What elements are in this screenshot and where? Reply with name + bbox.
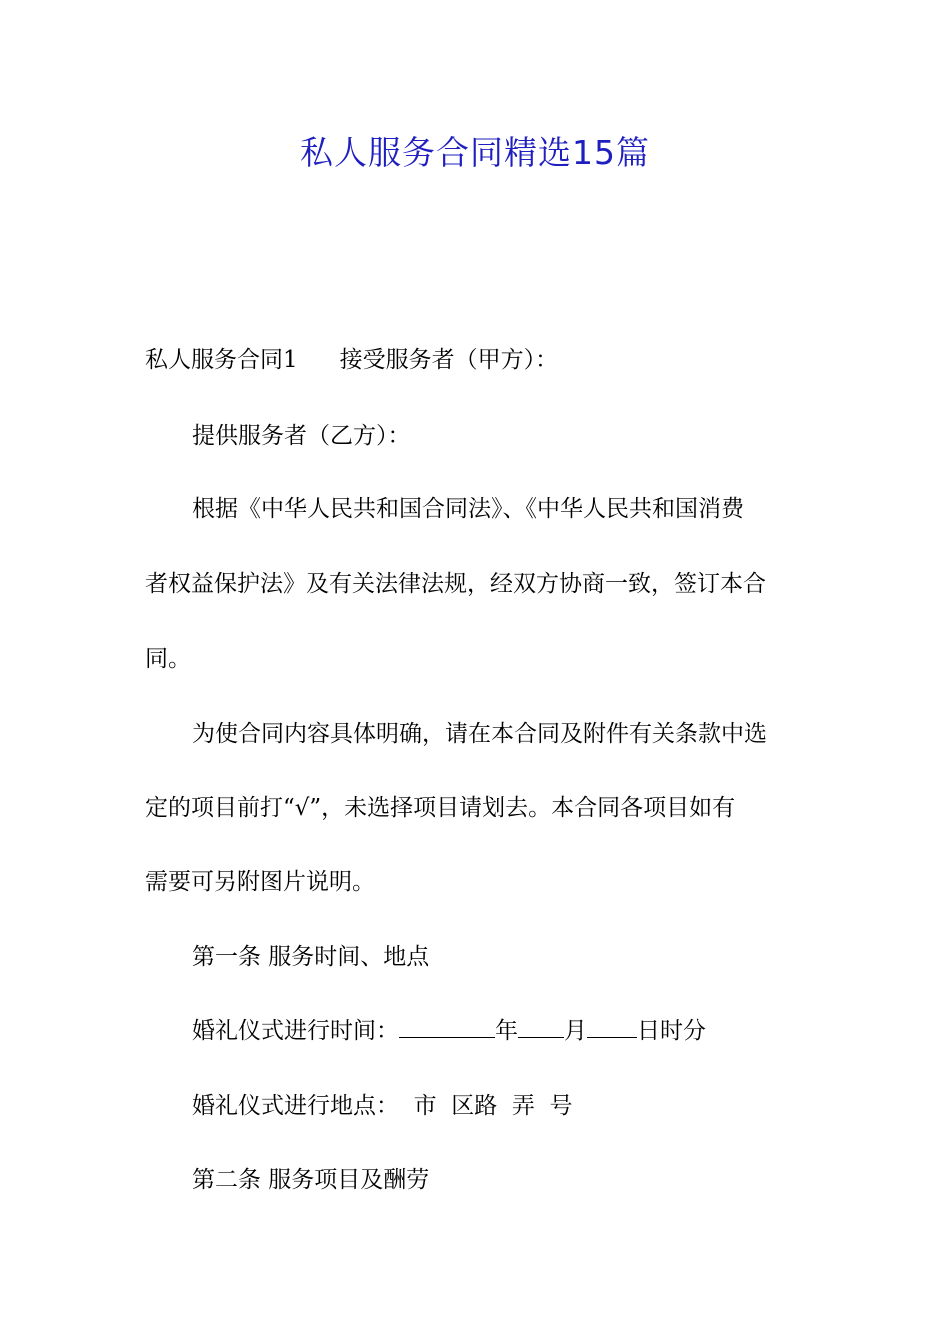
- document-title: 私人服务合同精选15篇: [300, 133, 650, 172]
- ceremony-time-label: 婚礼仪式进行时间：: [192, 1018, 399, 1044]
- paragraph-line: 为使合同内容具体明确，请在本合同及附件有关条款中选: [192, 721, 767, 747]
- paragraph-line: 者权益保护法》及有关法律法规，经双方协商一致，签订本合: [145, 571, 766, 597]
- article-2-heading: 第二条 服务项目及酬劳: [192, 1167, 430, 1193]
- year-label: 年: [495, 1018, 518, 1044]
- day-blank: [587, 1015, 637, 1038]
- ceremony-location-line: 婚礼仪式进行地点： 市 区路 弄 号: [192, 1093, 573, 1119]
- article-1-heading: 第一条 服务时间、地点: [192, 944, 430, 970]
- party-a-label: 接受服务者（甲方）：: [339, 347, 559, 373]
- year-blank: [399, 1015, 495, 1038]
- paragraph-line: 需要可另附图片说明。: [145, 869, 375, 895]
- month-label: 月: [564, 1018, 587, 1044]
- ceremony-time-line: [192, 1013, 862, 1049]
- month-blank: [518, 1015, 564, 1038]
- paragraph-line: 定的项目前打“√”，未选择项目请划去。本合同各项目如有: [145, 795, 736, 821]
- paragraph-line: 同。: [145, 646, 191, 672]
- day-time-label: 日时分: [637, 1018, 706, 1044]
- contract-number: 私人服务合同1: [145, 347, 298, 373]
- contract-heading-line: [145, 342, 815, 378]
- paragraph-line: 根据《中华人民共和国合同法》、《中华人民共和国消费: [192, 496, 744, 522]
- party-b-label: 提供服务者（乙方）：: [192, 423, 411, 449]
